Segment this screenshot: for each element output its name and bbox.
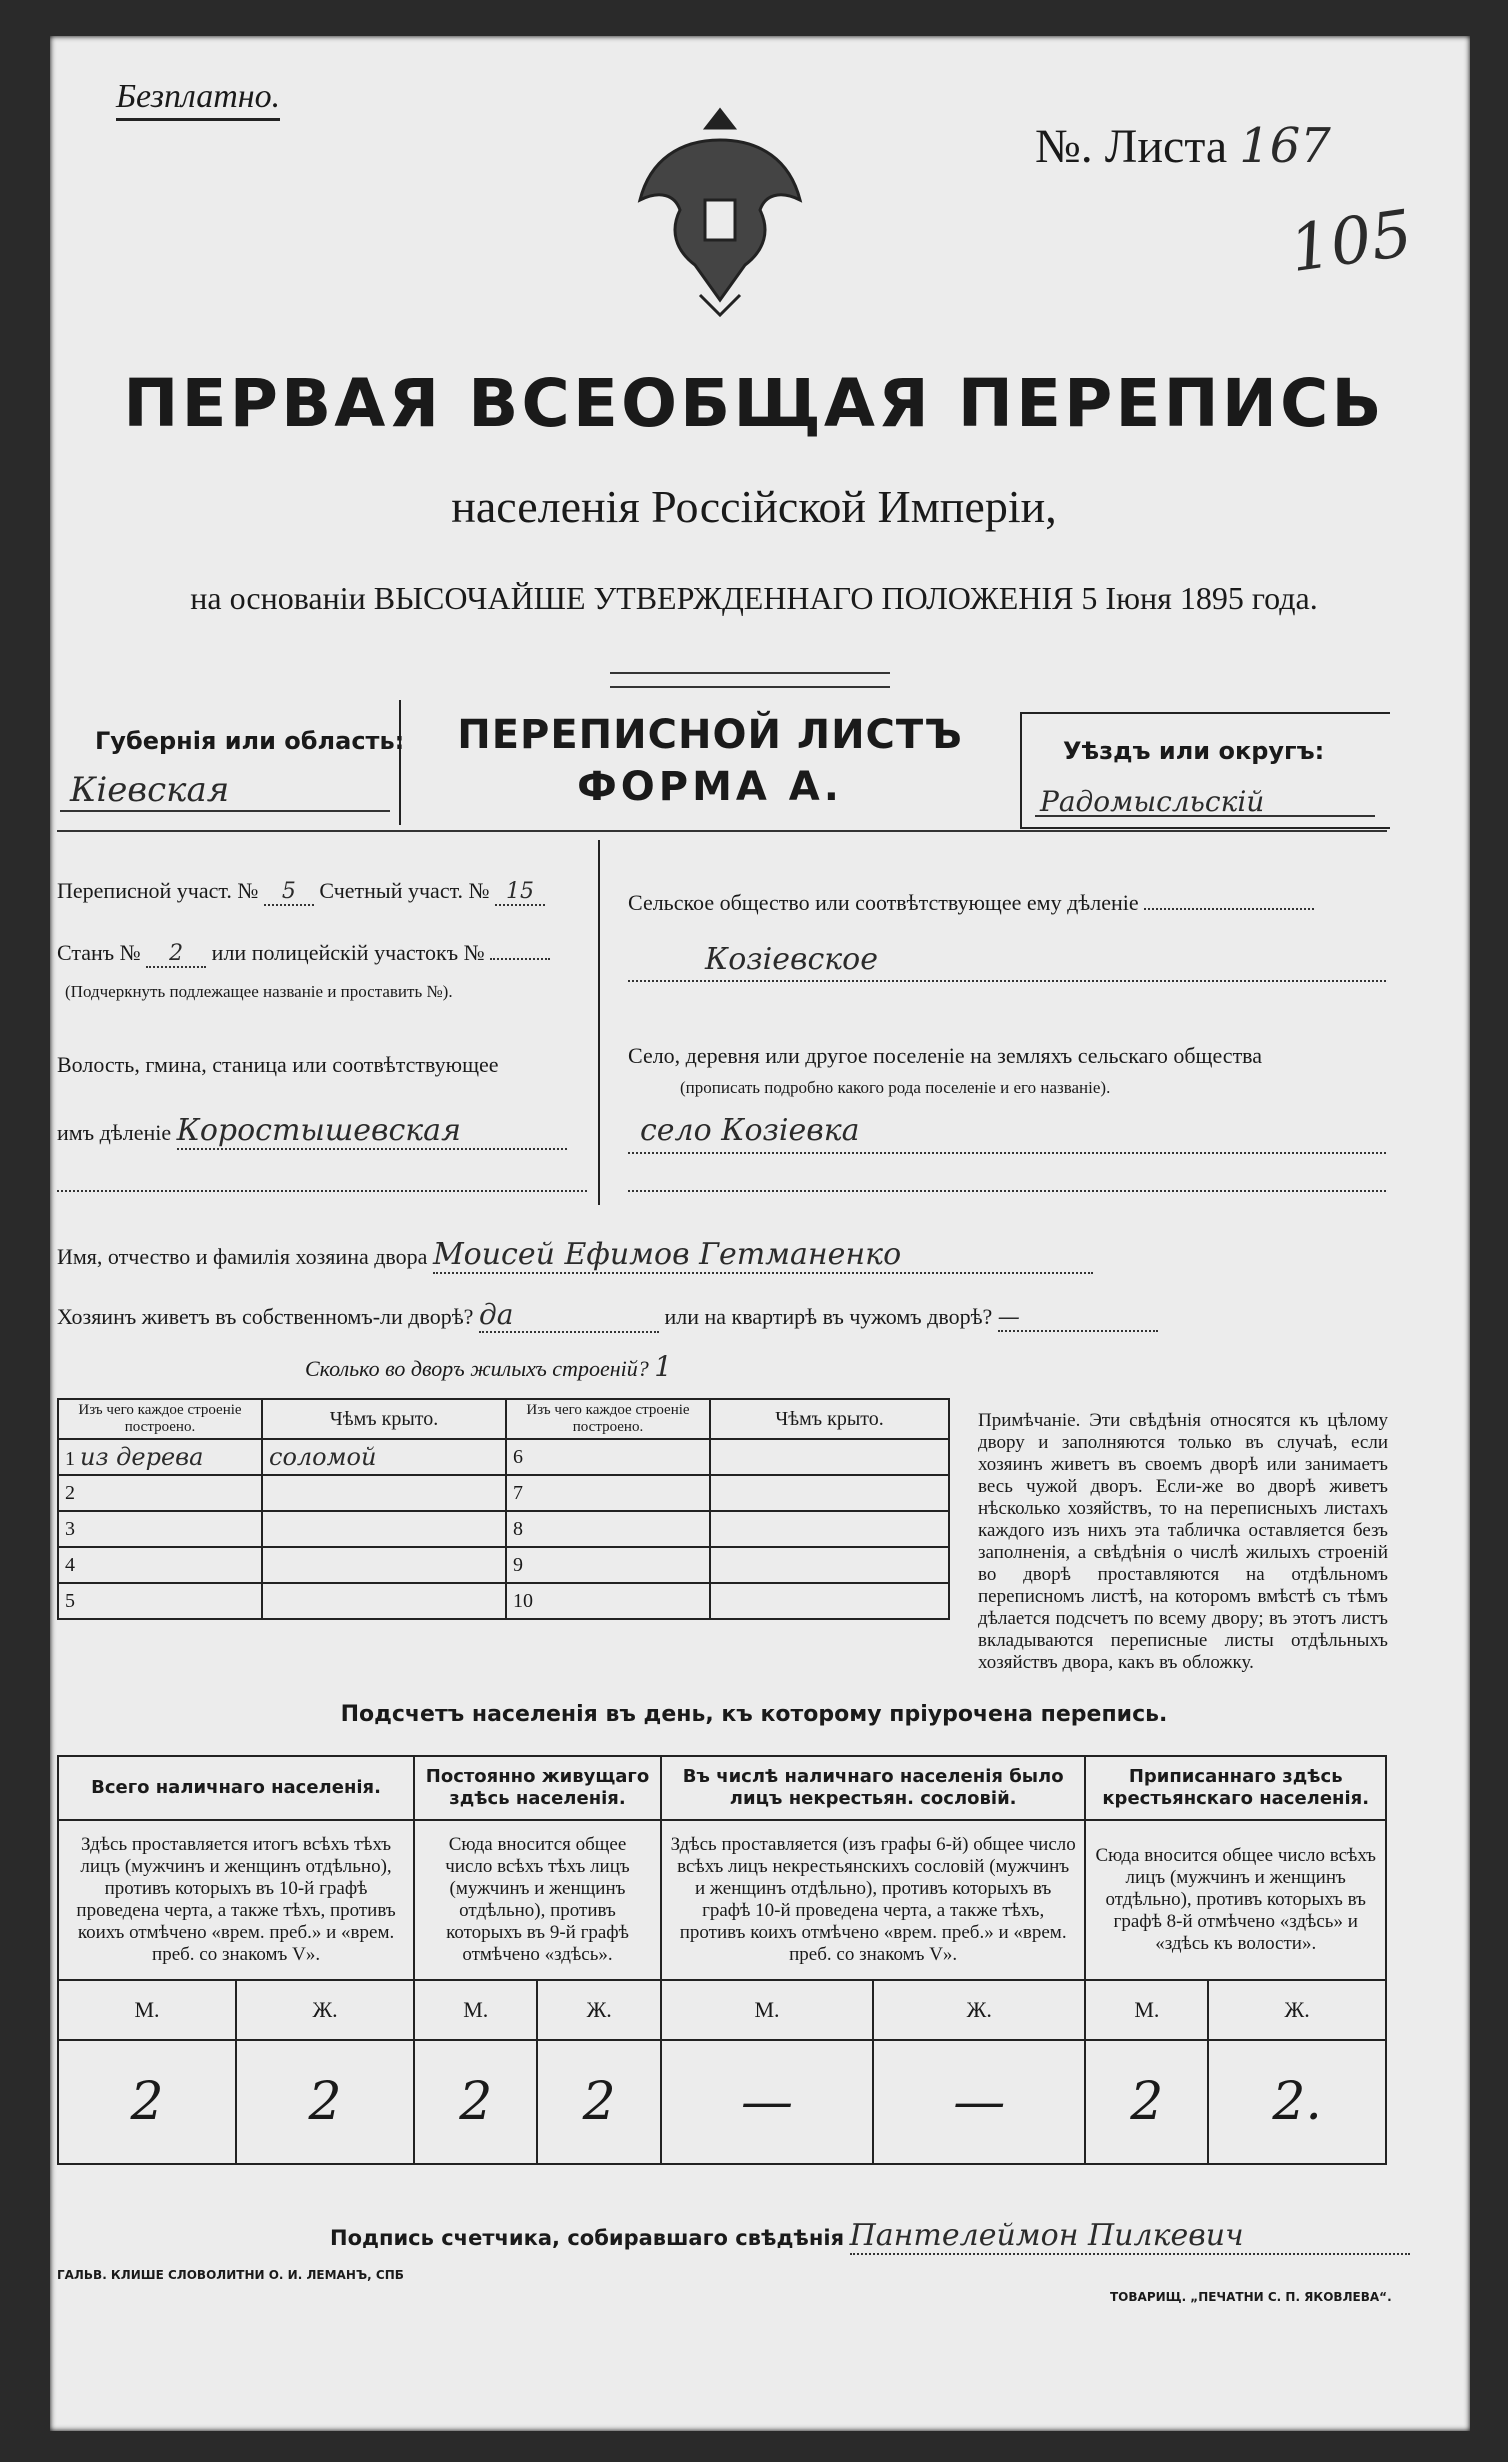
list-number-value: 167 [1239,118,1331,174]
form-title [400,712,1020,810]
list-number: №. Листа 167 [1035,118,1331,174]
buildings-count-value: 1 [654,1350,673,1383]
page-subtitle: населенія Россійской Имперіи, [451,481,1057,532]
page-title: ПЕРВАЯ ВСЕОБЩАЯ ПЕРЕПИСЬ [123,365,1385,442]
schetny-value: 15 [495,879,545,906]
count-col2-m: 2 [414,2040,537,2164]
table-row: 2 7 [58,1475,949,1511]
village-underline [628,1152,1386,1154]
count-col3-m: — [661,2040,873,2164]
note-text: Примѣчаніе. Эти свѣдѣнія относятся къ цѣлому двору и заполняются только въ случаѣ, если хозяинъ живетъ въ своемъ дворѣ или занимаетъ весь чужой дворъ. Если-же во дворѣ живетъ нѣсколько хозяйствъ, то на переписныхъ листахъ каждого изъ нихъ эта табличка оставляется безъ заполненія, а свѣдѣнія о числѣ жилыхъ строеній во дворѣ проставляются на отдѣльномъ переписномъ листѣ, на которомъ вмѣстѣ съ тѣмъ дѣлается подсчетъ по всему двору; въ этотъ листъ вкладываются переписные листы отдѣльныхъ хозяйствъ двора, какъ въ обложку. [978,1410,1388,1673]
basis-line: на основаніи ВЫСОЧАЙШЕ УТВЕРЖДЕННАГО ПОЛОЖЕНІЯ 5 Іюня 1895 года. [190,580,1318,616]
owner-name-value: Моисей Ефимов Гетманенко [433,1237,1093,1274]
village-value: село Козіевка [640,1113,860,1148]
signature-row: Подпись счетчика, собиравшаго свѣдѣнія Пантелеймон Пилкевич [330,2218,1410,2255]
count-col2-head: Постоянно живущаго здѣсь населенія. [414,1756,661,1820]
uezd-value: Радомысльскій [1040,785,1265,818]
police-note: (Подчеркнуть подлежащее названіе и проставить №). [65,982,453,1001]
uezd-label: Уѣздъ или округъ: [1063,737,1325,765]
count-col2-desc: Сюда вносится общее число всѣхъ тѣхъ лицъ (мужчинъ и женщинъ отдѣльно), противъ которыхъ въ 9-й графѣ отмѣчено «здѣсь». [414,1820,661,1980]
count-col1-head: Всего наличнаго населенія. [58,1756,414,1820]
table-row: 4 9 [58,1547,949,1583]
form-title-line1: ПЕРЕПИСНОЙ ЛИСТЪ [457,712,963,758]
count-col3-f: — [873,2040,1085,2164]
col-material-left: Изъ чего каждое строеніе построено. [58,1399,262,1439]
info-divider [598,840,600,1205]
table-row: 1 из дерева соломой 6 [58,1439,949,1475]
stamp-number: 105 [1285,196,1417,288]
volost-extra-line [57,1190,587,1192]
count-col1-desc: Здѣсь проставляется итогъ всѣхъ тѣхъ лицъ (мужчинъ и женщинъ отдѣльно), противъ которыхъ въ 10-й графѣ проведена черта, а также тѣхъ, противъ коихъ отмѣчено «врем. преб.» и «врем. преб. со знакомъ V». [58,1820,414,1980]
society-underline [628,980,1386,982]
ornament-divider [610,672,890,688]
police-value [490,958,550,960]
own-yard-value: да [479,1298,659,1333]
col-material-right: Изъ чего каждое строеніе построено. [506,1399,710,1439]
col-roof-right: Чѣмъ крыто. [710,1399,949,1439]
count-title: Подсчетъ населенія въ день, къ которому пріурочена перепись. [340,1702,1168,1727]
gubernia-value: Кіевская [70,770,230,810]
signature-value: Пантелеймон Пилкевич [850,2218,1410,2255]
village-extra-line [628,1190,1386,1192]
society-value: Козіевское [705,942,878,977]
volost-row: имъ дѣленіе Коростышевская [57,1113,567,1150]
free-label: Безплатно. [116,78,280,121]
count-col1-m: 2 [58,2040,236,2164]
uchastok-value: 5 [264,879,314,906]
village-note: (прописать подробно какого рода поселеніе и его названіе). [680,1078,1111,1097]
count-col1-f: 2 [236,2040,414,2164]
buildings-table [57,1398,950,1620]
society-label: Сельское общество или соотвѣтствующее ему дѣленіе [628,890,1314,916]
rent-value: — [998,1305,1158,1332]
stan-row: Станъ № 2 или полицейскій участокъ № [57,940,550,968]
owner-row: Имя, отчество и фамилія хозяина двора Моисей Ефимов Гетманенко [57,1237,1093,1274]
uezd-underline [1035,815,1375,817]
village-label: Село, деревня или другое поселеніе на земляхъ сельскаго общества [628,1043,1263,1068]
table-row: 5 10 [58,1583,949,1619]
gubernia-label: Губернія или область: [95,727,405,755]
count-col4-desc: Сюда вносится общее число всѣхъ лицъ (мужчинъ и женщинъ отдѣльно), противъ которыхъ въ графѣ 8-й отмѣчено «здѣсь» и «здѣсь къ волости». [1085,1820,1386,1980]
count-col2-f: 2 [537,2040,660,2164]
count-col4-m: 2 [1085,2040,1208,2164]
info-top-rule [57,830,1387,832]
count-col4-f: 2. [1208,2040,1386,2164]
volost-label: Волость, гмина, станица или соотвѣтствующее [57,1052,499,1077]
gubernia-underline [60,810,390,812]
population-count-table: Всего наличнаго населенія. Постоянно живущаго здѣсь населенія. Въ числѣ наличнаго населенія было лицъ некрестьян. сословій. Приписаннаго здѣсь крестьянскаго населенія. Здѣсь проставляется итогъ всѣхъ тѣхъ лицъ (мужчинъ и женщинъ отдѣльно), противъ которыхъ въ 10-й графѣ проведена черта, а также тѣхъ, противъ коихъ отмѣчено «врем. преб.» и «врем. преб. со знакомъ V». Сюда вносится общее число всѣхъ тѣхъ лицъ (мужчинъ и женщинъ отдѣльно), противъ которыхъ въ 9-й графѣ отмѣчено «здѣсь». Здѣсь проставляется (изъ графы 6-й) общее число всѣхъ лицъ некрестьянскихъ сословій (мужчинъ и женщинъ отдѣльно), противъ которыхъ въ графѣ 10-й проведена черта, а также тѣхъ, противъ коихъ отмѣчено «врем. преб.» и «врем. преб. со знакомъ V». Сюда вносится общее число всѣхъ лицъ (мужчинъ и женщинъ отдѣльно), противъ которыхъ въ графѣ 8-й отмѣчено «здѣсь» и «здѣсь къ волости». М. Ж. М. Ж. М. Ж. М. Ж. 2 2 2 2 — — 2 2. [57,1755,1387,2165]
count-col3-desc: Здѣсь проставляется (изъ графы 6-й) общее число всѣхъ лицъ некрестьянскихъ сословій (мужчинъ и женщинъ отдѣльно), противъ которыхъ въ графѣ 10-й проведена черта, а также тѣхъ, противъ коихъ отмѣчено «врем. преб.» и «врем. преб. со знакомъ V». [661,1820,1086,1980]
stan-value: 2 [146,941,206,968]
buildings-count-row: Сколько во дворъ жилыхъ строеній? 1 [305,1350,673,1383]
form-title-line2: ФОРМА А. [577,764,843,810]
col-roof-left: Чѣмъ крыто. [262,1399,506,1439]
count-col4-head: Приписаннаго здѣсь крестьянскаго населенія. [1085,1756,1386,1820]
printer-right: ТОВАРИЩ. „ПЕЧАТНИ С. П. ЯКОВЛЕВА“. [1110,2290,1392,2304]
volost-value: Коростышевская [177,1113,567,1150]
table-row: 3 8 [58,1511,949,1547]
double-headed-eagle-icon [620,100,820,320]
uchastok-row: Переписной участ. № 5 Счетный участ. № 15 [57,878,545,906]
count-col3-head: Въ числѣ наличнаго населенія было лицъ некрестьян. сословій. [661,1756,1086,1820]
printer-left: ГАЛЬВ. КЛИШЕ СЛОВОЛИТНИ О. И. ЛЕМАНЪ, СПБ [57,2268,404,2282]
own-yard-row: Хозяинъ живетъ въ собственномъ-ли дворѣ? да или на квартирѣ въ чужомъ дворѣ? — [57,1298,1158,1333]
